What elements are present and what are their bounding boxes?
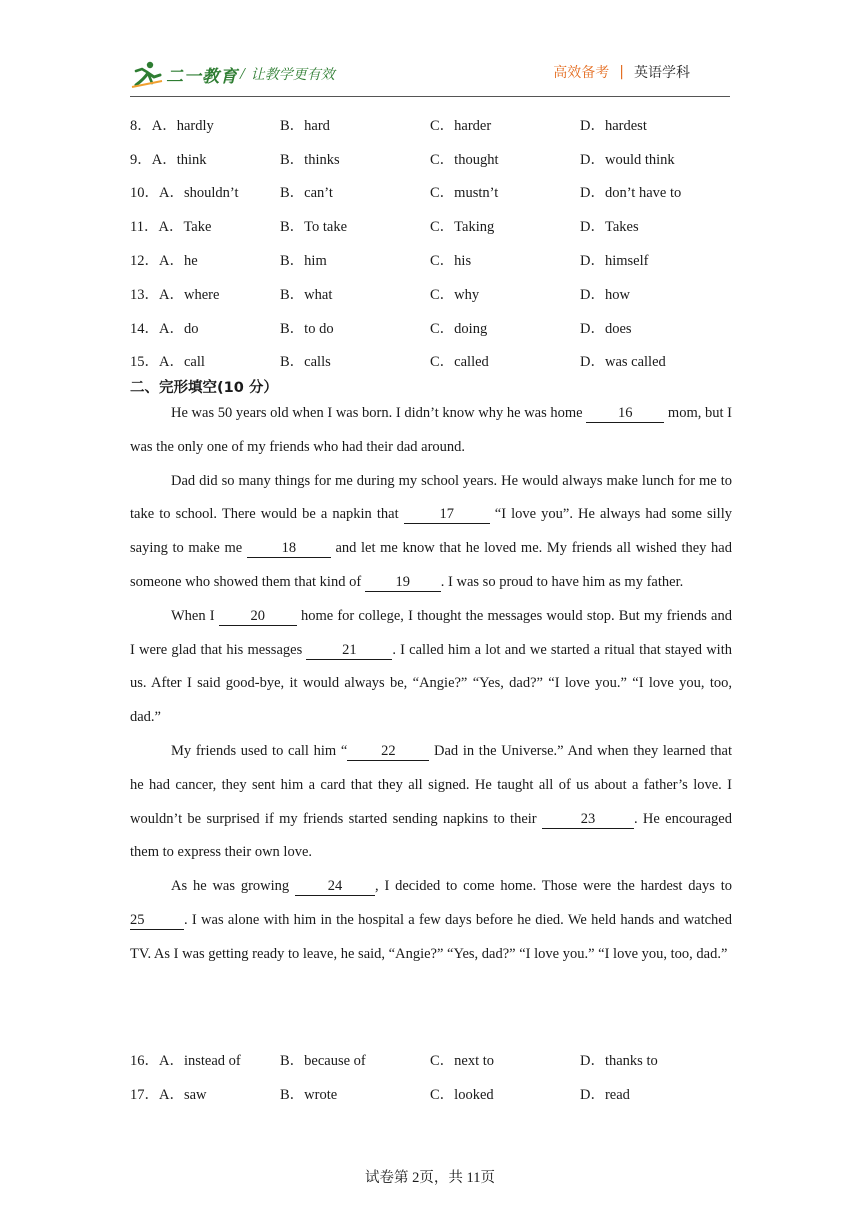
blank-20: 20 xyxy=(219,607,297,626)
option-a xyxy=(130,215,211,236)
cloze-passage xyxy=(130,397,732,972)
passage-text: My friends used to call him “ xyxy=(171,742,348,759)
brand-logo xyxy=(130,56,335,92)
option-row-8 xyxy=(130,114,740,134)
option-row-14 xyxy=(130,317,740,337)
slash-divider-icon: / xyxy=(240,64,245,83)
question-number: 17． xyxy=(130,1087,159,1103)
option-b: B．what xyxy=(280,287,333,303)
option-a-text: A．think xyxy=(151,152,207,168)
tag-exam-prep: 高效备考 xyxy=(553,65,610,81)
paragraph-4 xyxy=(130,735,732,870)
option-d: D．was called xyxy=(580,354,666,370)
paragraph-3 xyxy=(130,600,732,735)
option-a-text: A．call xyxy=(159,354,205,370)
question-number: 13． xyxy=(130,287,159,303)
passage-text: . He encouraged them to express their own love. xyxy=(130,810,732,861)
option-a-text: A．instead of xyxy=(159,1053,241,1069)
option-c: C．mustn’t xyxy=(430,185,499,201)
option-row-16 xyxy=(130,1049,740,1069)
passage-text: When I xyxy=(171,607,219,624)
question-number: 10． xyxy=(130,185,159,201)
option-a xyxy=(130,317,198,338)
option-c: C．doing xyxy=(430,321,488,337)
blank-24: 24 xyxy=(295,877,375,896)
blank-22: 22 xyxy=(347,742,429,761)
passage-text: . I called him a lot and we started a ritual that stayed with us. After I said good-bye, it would always be, “Angie?” “Yes, dad?” “I love you.” “I love you, too, dad.” xyxy=(130,641,732,726)
option-c: C．harder xyxy=(430,118,492,134)
blank-21: 21 xyxy=(306,641,392,660)
passage-text: As he was growing xyxy=(171,878,295,895)
option-b: B．thinks xyxy=(280,152,340,168)
option-a-text: A．shouldn’t xyxy=(159,185,239,201)
option-d: D．thanks to xyxy=(580,1053,658,1069)
header-divider xyxy=(130,96,730,97)
option-c: C．called xyxy=(430,354,489,370)
passage-text: . I was alone with him in the hospital a few days before he died. We held hands and watched TV. As I was getting ready to leave, he said, “Angie?” “Yes, dad?” “I love you.” “I love you, too, dad.” xyxy=(130,911,732,962)
blank-25: 25 xyxy=(130,911,184,930)
option-row-17 xyxy=(130,1083,740,1103)
option-c: C．next to xyxy=(430,1053,495,1069)
option-b: B．can’t xyxy=(280,185,333,201)
option-a xyxy=(130,249,198,270)
runner-logo-icon xyxy=(130,59,164,89)
option-c: C．Taking xyxy=(430,219,495,235)
option-c: C．his xyxy=(430,253,472,269)
page-footer: 试卷第 2页，共 11页 xyxy=(365,1170,495,1186)
section-title: 二、完形填空(10 分） xyxy=(130,380,278,396)
passage-text: “I love you”. He always had some silly saying to make me xyxy=(130,506,732,557)
option-a xyxy=(130,1083,207,1104)
option-b: B．him xyxy=(280,253,327,269)
option-row-15 xyxy=(130,350,740,370)
option-a-text: A．hardly xyxy=(151,118,214,134)
option-d: D．don’t have to xyxy=(580,185,682,201)
option-d: D．himself xyxy=(580,253,649,269)
option-d: D．hardest xyxy=(580,118,647,134)
blank-18: 18 xyxy=(247,539,331,558)
option-row-10 xyxy=(130,181,740,201)
option-b: B．because of xyxy=(280,1053,366,1069)
blank-17: 17 xyxy=(404,505,490,524)
option-a-text: A．do xyxy=(159,321,199,337)
tag-subject: 英语学科 xyxy=(634,65,690,81)
option-b: B．to do xyxy=(280,321,334,337)
option-a xyxy=(130,1049,241,1070)
option-b: B．calls xyxy=(280,354,331,370)
option-d: D．how xyxy=(580,287,630,303)
question-number: 11． xyxy=(130,219,159,235)
option-a xyxy=(130,350,205,371)
blank-23: 23 xyxy=(542,810,634,829)
page-header xyxy=(130,56,730,96)
option-row-13 xyxy=(130,283,740,303)
brand-name: 二一教育 xyxy=(166,66,238,87)
passage-text: , I decided to come home. Those were the hardest days to xyxy=(375,878,732,895)
question-number: 8． xyxy=(130,118,152,134)
option-a xyxy=(130,148,207,169)
option-b: B．To take xyxy=(280,219,348,235)
paragraph-5 xyxy=(130,870,732,971)
option-row-12 xyxy=(130,249,740,269)
option-d: D．would think xyxy=(580,152,675,168)
option-c: C．looked xyxy=(430,1087,494,1103)
option-c: C．thought xyxy=(430,152,499,168)
passage-text: mom, but I was the only one of my friends who had their dad around. xyxy=(130,405,732,455)
option-row-9 xyxy=(130,148,740,168)
passage-text: Dad in the Universe.” And when they learned that he had cancer, they sent him a card that they all signed. He taught all of us about a father’s love. I wouldn’t be surprised if my friends started sending napkins to their xyxy=(130,742,732,827)
paragraph-1 xyxy=(130,397,732,465)
question-number: 12． xyxy=(130,253,159,269)
option-b: B．wrote xyxy=(280,1087,338,1103)
header-tags xyxy=(553,62,690,82)
option-a xyxy=(130,283,219,304)
option-a-text: A．Take xyxy=(158,219,212,235)
question-number: 15． xyxy=(130,354,159,370)
blank-16: 16 xyxy=(586,404,664,423)
passage-text: and let me know that he loved me. My friends all wished they had someone who showed them that kind of xyxy=(130,540,732,590)
question-number: 16． xyxy=(130,1053,159,1069)
blank-19: 19 xyxy=(365,573,441,592)
option-a-text: A．where xyxy=(159,287,220,303)
option-a xyxy=(130,114,214,135)
option-a-text: A．he xyxy=(159,253,198,269)
option-c: C．why xyxy=(430,287,480,303)
option-a xyxy=(130,181,239,202)
tag-separator: | xyxy=(619,64,624,80)
option-d: D．does xyxy=(580,321,632,337)
option-d: D．Takes xyxy=(580,219,639,235)
passage-text: . I was so proud to have him as my father. xyxy=(440,573,684,590)
option-b: B．hard xyxy=(280,118,330,134)
passage-text: He was 50 years old when I was born. I didn’t know why he was home xyxy=(171,405,587,421)
question-number: 9． xyxy=(130,152,152,168)
option-a-text: A．saw xyxy=(159,1087,207,1103)
option-row-11 xyxy=(130,215,740,235)
passage-text: home for college, I thought the messages would stop. But my friends and I were glad that his messages xyxy=(130,607,732,658)
paragraph-2 xyxy=(130,465,732,600)
question-number: 14． xyxy=(130,321,159,337)
passage-text: Dad did so many things for me during my school years. He would always make lunch for me to take to school. There would be a napkin that xyxy=(130,472,732,523)
brand-slogan: 让教学更有效 xyxy=(250,67,335,83)
option-d: D．read xyxy=(580,1087,630,1103)
